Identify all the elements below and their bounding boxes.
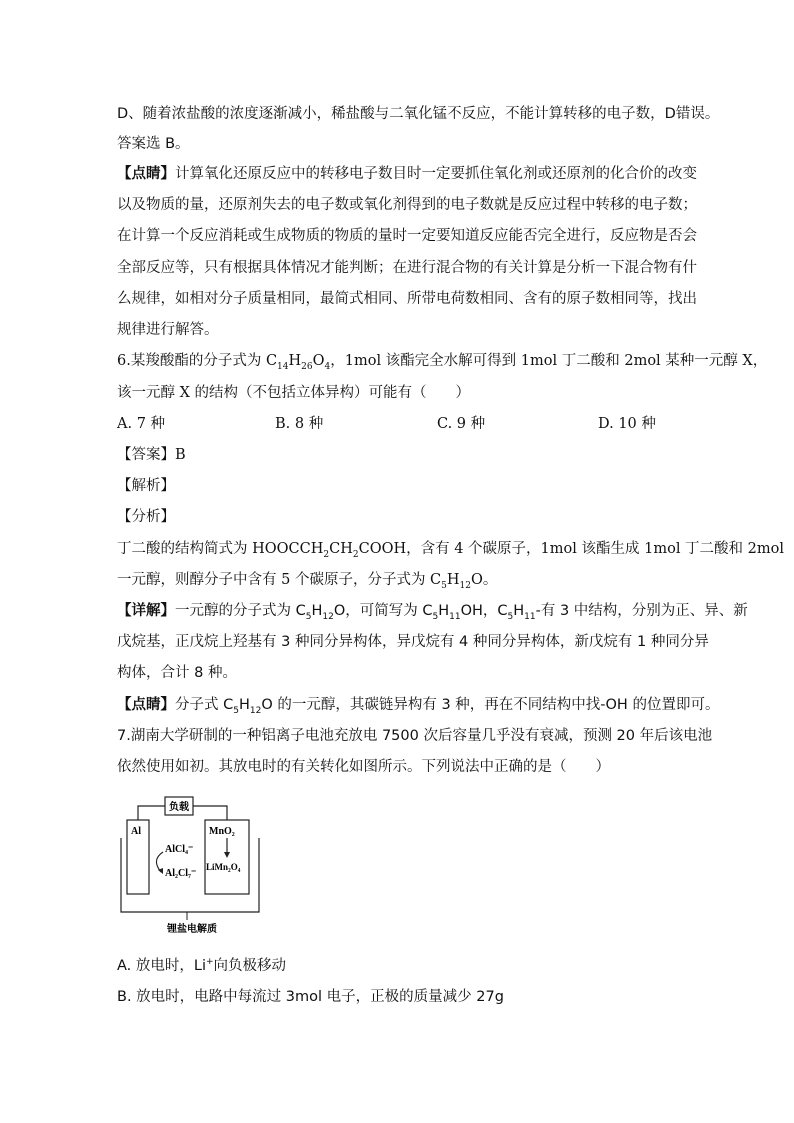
dianjing-tag: 【点睛】	[117, 166, 175, 182]
subscript: 2	[323, 549, 330, 560]
option-b: B. 放电时，电路中每流过 3mol 电子，正极的质量减少 27g	[117, 989, 504, 1005]
fenxi-heading: 【分析】	[117, 509, 175, 525]
text-line: D、随着浓盐酸的浓度逐渐减小，稀盐酸与二氧化锰不反应，不能计算转移的电子数，D错误。	[117, 106, 720, 122]
question-6-stem	[117, 351, 767, 371]
subscript: 5	[432, 611, 439, 622]
question-6-stem-2: 该一元醇 X 的结构（不包括立体异构）可能有（ ）	[117, 385, 471, 401]
text-span: 一元醇，则醇分子中含有 5 个碳原子，分子式为 C	[117, 572, 442, 588]
subscript: 5	[233, 705, 239, 716]
option-c: C. 9 种	[437, 416, 486, 432]
text-span: O。	[471, 572, 498, 588]
detail-line	[117, 601, 748, 621]
subscript: 12	[322, 611, 334, 622]
text-span: CH	[329, 541, 353, 557]
subscript: 12	[459, 580, 471, 591]
text-span: 6.某羧酸酯的分子式为 C	[117, 353, 278, 369]
text-span: 计算氧化还原反应中的转移电子数目时一定要抓住氧化剂或还原剂的化合价的改变	[175, 166, 697, 182]
text-span: H	[446, 572, 460, 588]
text-line: 么规律，如相对分子质量相同，最简式相同、所带电荷数相同、含有的原子数相同等，找出	[117, 291, 697, 307]
text-span: COOH，含有 4 个碳原子，1mol 该酯生成 1mol 丁二酸和 2mol	[358, 541, 785, 557]
option-b: B. 8 种	[275, 416, 324, 432]
text-span: O，可简写为 C	[333, 603, 433, 619]
subscript: 5	[441, 580, 447, 591]
subscript: 11	[524, 611, 536, 622]
text-span: OH，C	[460, 603, 508, 619]
option-d: D. 10 种	[598, 416, 656, 432]
analysis-line	[117, 570, 497, 590]
text-line: 全部反应等，只有根据具体情况才能判断；在进行混合物的有关计算是分析一下混合物有什	[117, 260, 697, 276]
al-label: Al	[131, 826, 141, 837]
subscript: 4	[324, 361, 331, 372]
dianjing-tag: 【点睛】	[117, 697, 175, 713]
option-a	[117, 956, 286, 976]
load-label: 负载	[169, 802, 189, 813]
text-line: 在计算一个反应消耗或生成物质的物质的量时一定要知道反应能否完全进行，反应物是否会	[117, 228, 697, 244]
alcl4-label: AlCl₄⁻	[165, 844, 194, 855]
question-7-stem: 7.湖南大学研制的一种铝离子电池充放电 7500 次后容量几乎没有衰减，预测 20 年后该电池	[117, 728, 713, 744]
subscript: 5	[507, 611, 514, 622]
text-line: 答案选 B。	[117, 136, 190, 152]
detail-line: 构体，合计 8 种。	[117, 665, 237, 681]
text-span: O 的一元醇，其碳链异构有 3 种，再在不同结构中找-OH 的位置即可。	[261, 697, 720, 713]
jiexi-heading: 【解析】	[117, 478, 175, 494]
mno2-label: MnO₂	[209, 826, 235, 837]
question-7-stem-2: 依然使用如初。其放电时的有关转化如图所示。下列说法中正确的是（ ）	[117, 759, 610, 775]
text-line: 规律进行解答。	[117, 322, 219, 338]
text-span: -有 3 中结构，分别为正、异、新	[535, 603, 748, 619]
detail-line: 戊烷基，正戊烷上羟基有 3 种同分异构体，异戊烷有 4 种同分异构体，新戊烷有 1 种同分异	[117, 634, 709, 650]
option-a: A. 7 种	[117, 416, 166, 432]
text-span: 向负极移动	[213, 958, 287, 974]
text-span: H	[438, 603, 450, 619]
text-span: H	[513, 603, 525, 619]
subscript: 14	[277, 361, 289, 372]
limn2o4-label: LiMn₂O₄	[206, 862, 241, 872]
dianjing-line	[117, 695, 719, 715]
text-span: ，1mol 该酯完全水解可得到 1mol 丁二酸和 2mol 某种一元醇 X，	[330, 353, 768, 369]
analysis-line	[117, 539, 784, 559]
dianjing-paragraph	[117, 164, 697, 184]
al2cl7-label: Al₂Cl₇⁻	[165, 868, 197, 879]
text-span: 一元醇的分子式为 C	[175, 603, 306, 619]
subscript: 26	[301, 361, 313, 372]
detail-tag: 【详解】	[117, 603, 175, 619]
battery-diagram	[117, 794, 287, 934]
text-span: 丁二酸的结构简式为 HOOCCH	[117, 541, 324, 557]
answer-line: 【答案】B	[117, 447, 186, 463]
subscript: 5	[305, 611, 312, 622]
text-span: H	[238, 697, 250, 713]
battery-diagram-svg	[117, 794, 287, 934]
text-span: A. 放电时，Li	[117, 958, 206, 974]
text-span: 分子式 C	[175, 697, 234, 713]
text-line: 以及物质的量，还原剂失去的电子数或氧化剂得到的电子数就是反应过程中转移的电子数；	[117, 197, 697, 213]
subscript: 2	[352, 549, 359, 560]
electrolyte-label: 锂盐电解质	[167, 924, 217, 934]
text-span: H	[311, 603, 323, 619]
superscript: +	[206, 957, 214, 968]
subscript: 11	[449, 611, 461, 622]
text-span: O	[312, 353, 325, 369]
subscript: 12	[249, 705, 262, 716]
text-span: H	[288, 353, 302, 369]
